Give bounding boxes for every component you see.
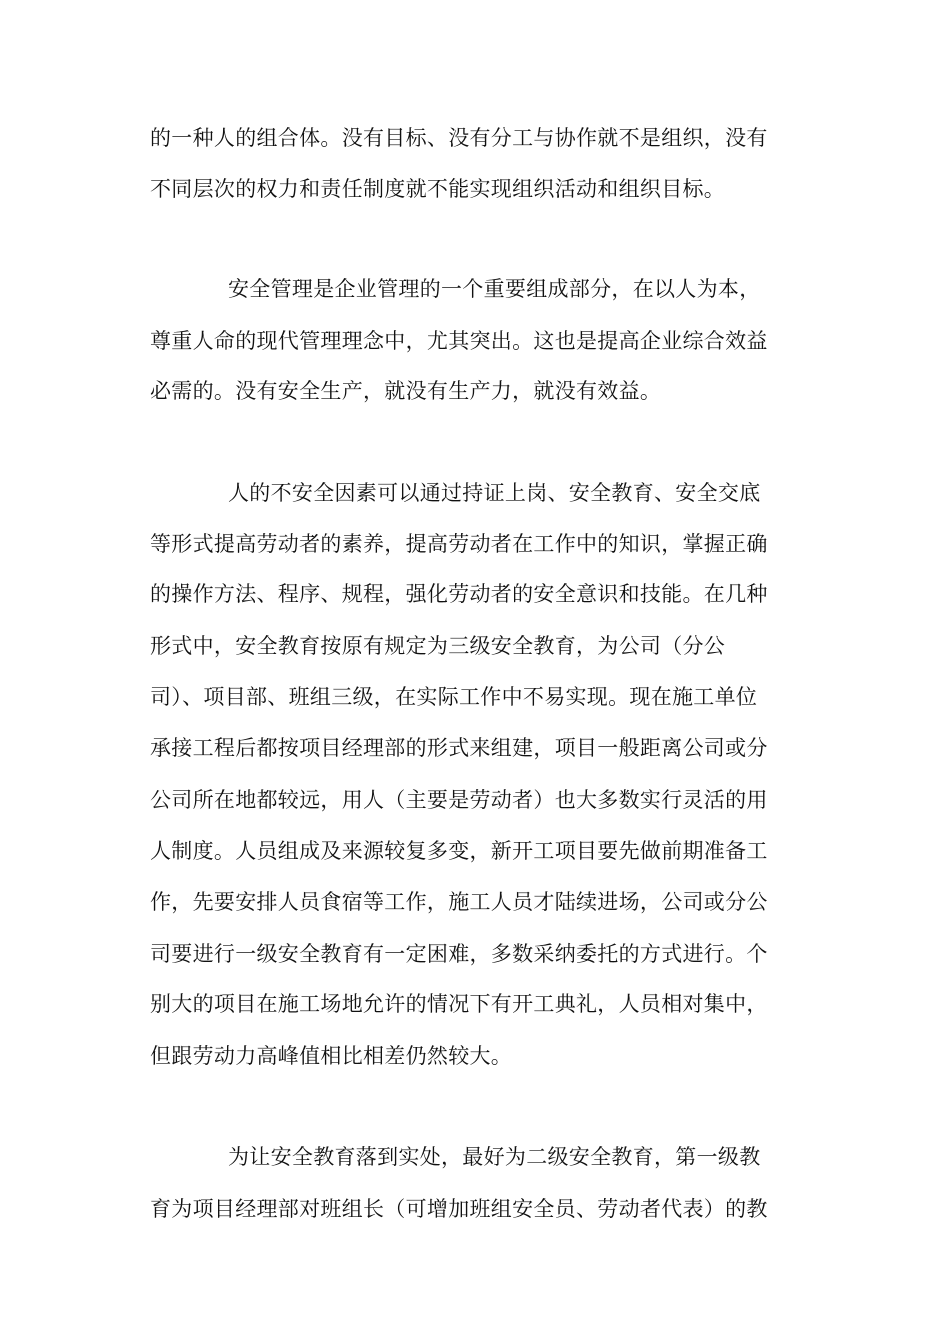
text-line: 司）、项目部、班组三级，在实际工作中不易实现。现在施工单位: [150, 685, 758, 709]
text-line: 等形式提高劳动者的素养，提高劳动者在工作中的知识，掌握正确: [150, 532, 768, 556]
text-line: 形式中，安全教育按原有规定为三级安全教育，为公司（分公: [150, 634, 726, 658]
text-line: 司要进行一级安全教育有一定困难，多数采纳委托的方式进行。个: [150, 942, 768, 966]
text-line: 为让安全教育落到实处，最好为二级安全教育，第一级教: [228, 1145, 761, 1169]
text-line: 的一种人的组合体。没有目标、没有分工与协作就不是组织，没有: [150, 126, 768, 150]
text-line: 尊重人命的现代管理理念中，尤其突出。这也是提高企业综合效益: [150, 329, 768, 353]
text-line: 别大的项目在施工场地允许的情况下有开工典礼，人员相对集中，: [150, 992, 768, 1016]
text-line: 育为项目经理部对班组长（可增加班组安全员、劳动者代表）的教: [150, 1197, 768, 1221]
text-line: 的操作方法、程序、规程，强化劳动者的安全意识和技能。在几种: [150, 582, 768, 606]
text-line: 公司所在地都较远，用人（主要是劳动者）也大多数实行灵活的用: [150, 788, 768, 812]
text-line: 安全管理是企业管理的一个重要组成部分，在以人为本，: [228, 277, 761, 301]
text-line: 人的不安全因素可以通过持证上岗、安全教育、安全交底: [228, 481, 761, 505]
text-line: 必需的。没有安全生产，就没有生产力，就没有效益。: [150, 379, 662, 403]
text-line: 作，先要安排人员食宿等工作，施工人员才陆续进场，公司或分公: [150, 890, 768, 914]
text-line: 承接工程后都按项目经理部的形式来组建，项目一般距离公司或分: [150, 736, 768, 760]
text-line: 人制度。人员组成及来源较复多变，新开工项目要先做前期准备工: [150, 839, 768, 863]
text-line: 不同层次的权力和责任制度就不能实现组织活动和组织目标。: [150, 177, 726, 201]
text-line: 但跟劳动力高峰值相比相差仍然较大。: [150, 1044, 513, 1068]
